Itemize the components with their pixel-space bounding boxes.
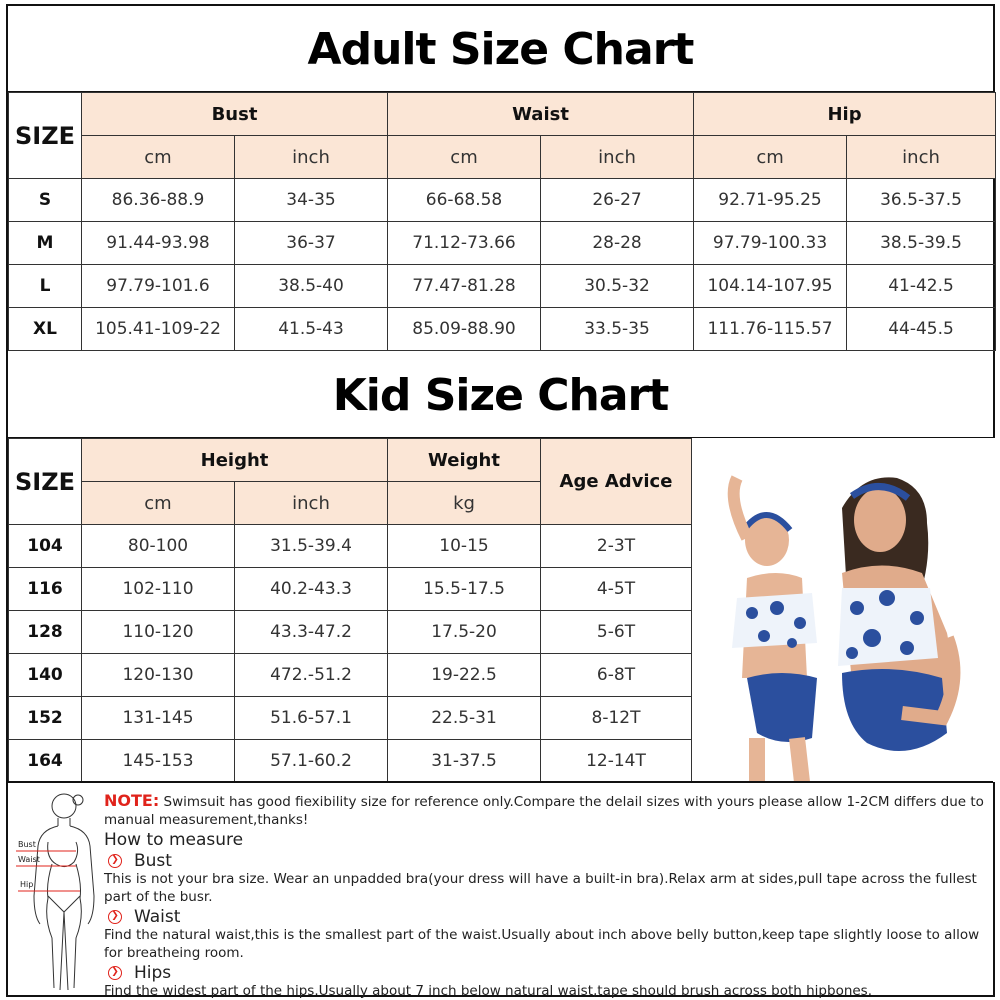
section-title: Waist: [134, 907, 181, 927]
cell: 472.-51.2: [235, 654, 388, 697]
svg-text:Waist: Waist: [18, 855, 40, 864]
section-bust-text: This is not your bra size. Wear an unpadded bra(your dress will have a built-in bra).Relax arm at sides,pull tape across the fullest part of the busr.: [104, 871, 977, 905]
cell: 102-110: [82, 568, 235, 611]
cell: 31-37.5: [388, 740, 541, 783]
unit-header: inch: [541, 136, 694, 179]
kid-chart-title: Kid Size Chart: [332, 370, 669, 421]
section-title: Hips: [134, 963, 172, 983]
unit-header: inch: [847, 136, 996, 179]
cell: 5-6T: [541, 611, 692, 654]
unit-header: kg: [388, 482, 541, 525]
cell: 92.71-95.25: [694, 179, 847, 222]
size-header: SIZE: [9, 439, 82, 525]
section-title: Bust: [134, 851, 172, 871]
chevron-right-circle-icon: ❯: [108, 854, 122, 868]
size-label: 128: [9, 611, 82, 654]
size-label: S: [9, 179, 82, 222]
cell: 38.5-39.5: [847, 222, 996, 265]
cell: 86.36-88.9: [82, 179, 235, 222]
cell: 51.6-57.1: [235, 697, 388, 740]
cell: 8-12T: [541, 697, 692, 740]
svg-text:Hip: Hip: [20, 880, 34, 889]
cell: 71.12-73.66: [388, 222, 541, 265]
cell: 110-120: [82, 611, 235, 654]
cell: 91.44-93.98: [82, 222, 235, 265]
group-header-hip: Hip: [694, 93, 996, 136]
cell: 80-100: [82, 525, 235, 568]
note-text: Swimsuit has good fiexibility size for reference only.Compare the delail sizes with yours please allow 1-2CM differs due to manual measurement,thanks!: [104, 794, 984, 828]
cell: 57.1-60.2: [235, 740, 388, 783]
notes-text: [104, 792, 989, 1000]
cell: 12-14T: [541, 740, 692, 783]
cell: 41-42.5: [847, 265, 996, 308]
measurement-notes: [8, 782, 993, 997]
section-hips-heading: [104, 964, 989, 982]
cell: 36.5-37.5: [847, 179, 996, 222]
cell: 30.5-32: [541, 265, 694, 308]
table-row: [9, 222, 996, 265]
cell: 10-15: [388, 525, 541, 568]
group-header-waist: Waist: [388, 93, 694, 136]
note-paragraph: [104, 792, 989, 829]
unit-header: cm: [694, 136, 847, 179]
cell: 105.41-109-22: [82, 308, 235, 351]
table-row: [9, 525, 692, 568]
group-header-bust: Bust: [82, 93, 388, 136]
cell: 111.76-115.57: [694, 308, 847, 351]
kid-size-table: [8, 438, 692, 783]
cell: 26-27: [541, 179, 694, 222]
table-row: [9, 308, 996, 351]
cell: 104.14-107.95: [694, 265, 847, 308]
product-photo: [692, 438, 995, 782]
group-header-weight: Weight: [388, 439, 541, 482]
size-label: 152: [9, 697, 82, 740]
how-to-measure-heading: How to measure: [104, 830, 244, 850]
unit-header: inch: [235, 482, 388, 525]
table-row: [9, 179, 996, 222]
unit-header: cm: [82, 136, 235, 179]
group-header-height: Height: [82, 439, 388, 482]
table-row: [9, 611, 692, 654]
cell: 2-3T: [541, 525, 692, 568]
size-label: L: [9, 265, 82, 308]
table-row: [9, 697, 692, 740]
cell: 38.5-40: [235, 265, 388, 308]
size-label: 140: [9, 654, 82, 697]
cell: 34-35: [235, 179, 388, 222]
table-row: [9, 740, 692, 783]
body-measurement-figure: [12, 784, 104, 994]
table-row: [9, 654, 692, 697]
cell: 28-28: [541, 222, 694, 265]
unit-header: cm: [82, 482, 235, 525]
cell: 36-37: [235, 222, 388, 265]
cell: 77.47-81.28: [388, 265, 541, 308]
cell: 66-68.58: [388, 179, 541, 222]
adult-size-table: [8, 92, 996, 351]
cell: 85.09-88.90: [388, 308, 541, 351]
cell: 4-5T: [541, 568, 692, 611]
section-waist-text: Find the natural waist,this is the smallest part of the waist.Usually about inch above belly button,keep tape slightly loose to allow for breatheing room.: [104, 927, 980, 961]
section-waist-heading: [104, 908, 989, 926]
cell: 145-153: [82, 740, 235, 783]
unit-header: inch: [235, 136, 388, 179]
cell: 43.3-47.2: [235, 611, 388, 654]
table-row: [9, 265, 996, 308]
cell: 40.2-43.3: [235, 568, 388, 611]
group-header-age-advice: Age Advice: [541, 439, 692, 525]
size-label: M: [9, 222, 82, 265]
note-label: NOTE:: [104, 791, 160, 810]
chevron-right-circle-icon: ❯: [108, 966, 122, 980]
cell: 41.5-43: [235, 308, 388, 351]
cell: 6-8T: [541, 654, 692, 697]
size-chart-frame: [6, 4, 995, 997]
size-label: 116: [9, 568, 82, 611]
cell: 120-130: [82, 654, 235, 697]
cell: 31.5-39.4: [235, 525, 388, 568]
unit-header: cm: [388, 136, 541, 179]
cell: 97.79-100.33: [694, 222, 847, 265]
cell: 33.5-35: [541, 308, 694, 351]
section-hips-text: Find the widest part of the hips.Usually about 7 inch below natural waist,tape should brush across both hipbones.: [104, 983, 873, 999]
table-row: [9, 568, 692, 611]
size-label: 104: [9, 525, 82, 568]
cell: 17.5-20: [388, 611, 541, 654]
size-label: 164: [9, 740, 82, 783]
cell: 44-45.5: [847, 308, 996, 351]
cell: 97.79-101.6: [82, 265, 235, 308]
adult-chart-title: Adult Size Chart: [307, 24, 694, 75]
section-bust-heading: [104, 852, 989, 870]
svg-text:Bust: Bust: [18, 840, 36, 849]
chevron-right-circle-icon: ❯: [108, 910, 122, 924]
size-header: SIZE: [9, 93, 82, 179]
cell: 131-145: [82, 697, 235, 740]
cell: 22.5-31: [388, 697, 541, 740]
size-label: XL: [9, 308, 82, 351]
cell: 15.5-17.5: [388, 568, 541, 611]
cell: 19-22.5: [388, 654, 541, 697]
